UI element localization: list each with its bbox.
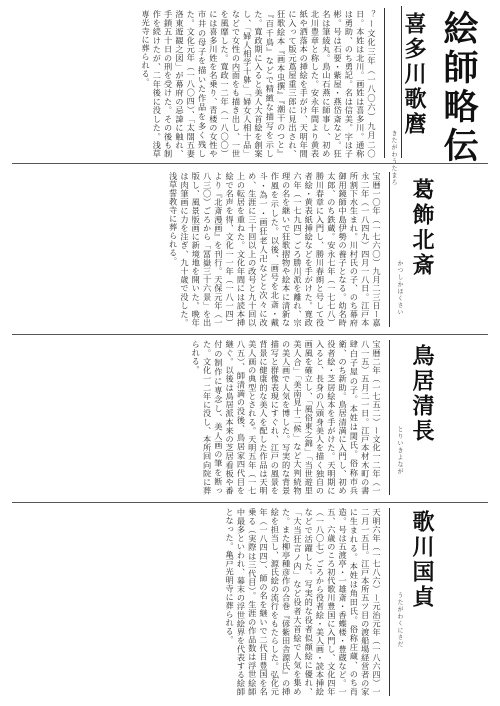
- name-divider: [389, 340, 390, 495]
- page-title: 絵師略伝: [438, 10, 479, 166]
- name-divider: [389, 508, 390, 696]
- artist-reading-utagawa-kunisada: うたがわくにさだ: [396, 592, 403, 648]
- artist-reading-kitagawa-utamaro: きたがわうたまろ: [390, 130, 397, 186]
- artist-bio-utagawa-kunisada: 天明六年（一七八六）ー元治元年（一八六四）一二月一五日。江戸本所五ツ目の渡船場経営者の家に生まれる。本姓は角田氏。俗称庄蔵、のち肖造。号は五渡亭・一雄斎・香蝶楼・豊蔵など。一五、六歳のころ初代歌川豊国に入門し、文化四年（一八〇七）ごろから役者絵・美人画・読本挿絵などで活躍した。写実的な役者似顔絵に優れ、「大当狂言ノ内」など役者大首絵で人気を集めた。また柳亭種彦作の合巻『偐紫田舎源氏』の挿絵を担当し、源氏絵の流行をもたらした。弘化元年（一八四四）、師の名を継いで二代目豊国を名乗る（実際は三代目）。生涯の作品数は浮世絵師中最多といわれ、幕末の浮世絵界を代表する絵師となった。亀戸光明寺に葬られる。: [225, 508, 382, 696]
- name-divider: [384, 8, 385, 158]
- artist-name-torii-kiyonaga: 鳥居清長: [409, 344, 435, 444]
- name-divider: [389, 172, 390, 327]
- artist-reading-torii-kiyonaga: とりいきよなが: [396, 426, 403, 475]
- artist-name-kitagawa-utamaro: 喜多川歌麿: [401, 12, 427, 137]
- artist-name-utagawa-kunisada: 歌川国貞: [409, 510, 435, 610]
- band-divider: [12, 334, 488, 335]
- artist-bio-katsushika-hokusai: 宝暦一〇年（一七六〇）九月二三日ー嘉永二年（一八四九）四月一八日。江戸本所割下水生まれ。川村氏の子、のち幕府御用鏡師中島伊勢の養子となる。幼名時太郎、のち鉄蔵。安永七年（一七七八）勝川春章に入門し、勝川春朗と号して役者絵・黄表紙挿絵などを手がけた。寛政六年（一七九四）ごろ勝川派を離れ、宗理の名を継いで狂歌摺物や絵本に清新な作風を示した。以後、画号を北斎・戴斗・為一・画狂老人卍などと次々に改め、生涯に三十回以上の改号と九十回以上の転居を重ねた。文化年間には読本挿絵で名声を得、文化一一年（一八一四）より『北斎漫画』を刊行。天保元年（一八三〇）ごろから「冨嶽三十六景」を出版し、風景版画に新境地を開いた。晩年は肉筆画に力を注ぎ、九十歳で没した。浅草誓教寺に葬られる。: [168, 172, 382, 327]
- artist-reading-katsushika-hokusai: かつしかほくさい: [396, 260, 403, 316]
- artist-bio-torii-kiyonaga: 宝暦二年（一七五二）ー文化一二年（一八一五）五月二一日。江戸本材木町の書肆白子屋の子。本姓は関氏。俗称市兵衛、のち新助。鳥居清満に入門し、初め役者絵・芝居絵本を手がけた。天明期に入ると、長身の八頭身美人を描く独自の画風を確立し、「風俗東之錦」「当世遊里美人合」「美南見十二候」など大判続物の美人画で人気を博した。写実的な背景描写と群像表現にすぐれ、江戸の風景を背景に健康的な美人を配した作品は天明美人画の典型とされる。天明五年（一七八五）、師清満の没後、鳥居家四代目を継ぐ。以後は鳥居派本来の芝居看板や番付の制作に専念し、美人画の筆を断った。文化一二年に没し、本所回向院に葬られる。: [191, 340, 382, 495]
- band-divider: [12, 502, 488, 503]
- artist-bio-kitagawa-utamaro: ？ー文化三年（一八〇六）九月二〇日。本姓は北川。画姓は喜多川。通称は勇助、のち勇記。名は信美。字は子彬。号は石要・紫屋・燕岱斎など。狂名は筆綾丸。鳥山石燕に師事し、初め北川豊章と称した。安永年間より黄表紙や洒落本の挿絵を手がけ、天明年間に入って版元蔦屋重三郎に見出され、狂歌絵本『画本虫撰』『潮干のつと』『百千鳥』などで精緻な描写を示した。寛政期に入ると美人大首絵を創案し、「婦人相学十躰」「婦女人相十品」などで女性の内面をも描き出し、一世を風靡した。寛政一二年（一八〇〇）には喜多川姓を名乗り、青楼の女性や市井の母子を描いた作品を多く残した。文化元年（一八〇四）、「太閤五妻洛東遊観之図」が幕府の忌諱に触れ、手鎖五十日の刑を受けた。その後も制作を続けたが、二年後に没した。浅草専光寺に葬られる。: [141, 10, 377, 158]
- band-divider: [12, 163, 488, 164]
- artist-name-katsushika-hokusai: 葛飾北斎: [409, 178, 435, 278]
